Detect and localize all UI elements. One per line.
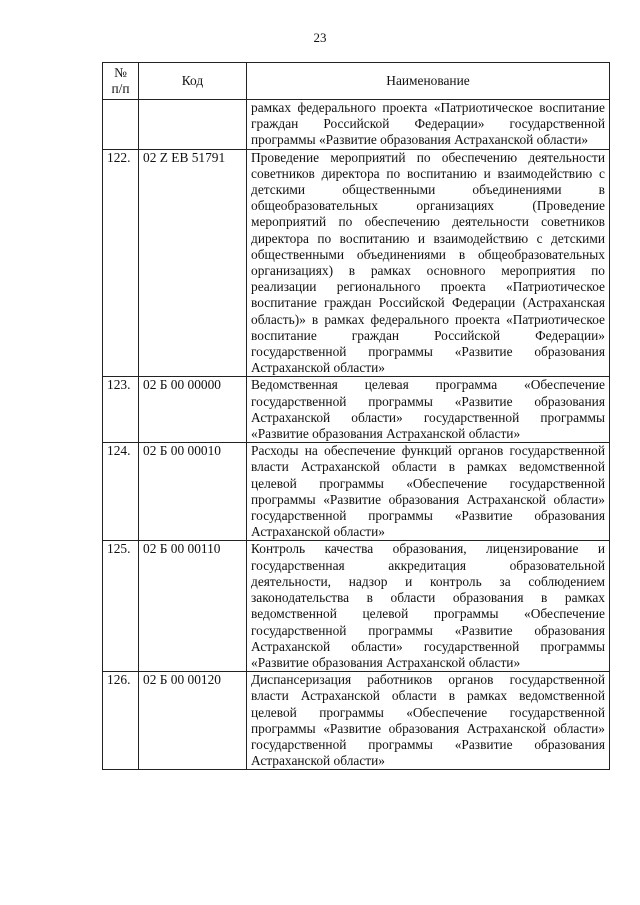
row-name: Ведомственная целевая программа «Обеспечение государственной программы «Развитие образования Астраханской области» государственной программы «Развитие образования Астраханской области»	[247, 377, 610, 443]
header-name-label: Наименование	[386, 73, 470, 88]
row-number: 126.	[103, 672, 139, 770]
budget-code-table	[102, 62, 610, 770]
header-code-label: Код	[181, 73, 204, 88]
header-name	[247, 63, 610, 100]
table-header-row	[103, 63, 610, 100]
row-name: Проведение мероприятий по обеспечению деятельности советников директора по воспитанию и взаимодействию с детскими общественными объединениями в общеобразовательных организациях (Проведение мероприятий по обеспечению деятельности советников директора по воспитанию и взаимодействию с детскими общественными объединениями в общеобразовательных организациях) в рамках основного мероприятия по реализации регионального проекта «Патриотическое воспитание граждан Российской Федерации (Астраханская область)» в рамках федерального проекта «Патриотическое воспитание граждан Российской Федерации» государственной программы «Развитие образования Астраханской области»	[247, 149, 610, 377]
row-code	[139, 100, 247, 150]
row-number: 122.	[103, 149, 139, 377]
row-code: 02 Б 00 00010	[139, 443, 247, 541]
table-row	[103, 377, 610, 443]
header-number-label: № п/п	[111, 65, 130, 96]
table-row	[103, 541, 610, 672]
row-name: Контроль качества образования, лицензирование и государственная аккредитация образовательной деятельности, надзор и контроль за соблюдением законодательства в области образования в рамках ведомственной целевой программы «Обеспечение государственной программы «Развитие образования Астраханской области» государственной программы «Развитие образования Астраханской области»	[247, 541, 610, 672]
table-row	[103, 100, 610, 150]
row-number	[103, 100, 139, 150]
row-name: рамках федерального проекта «Патриотическое воспитание граждан Российской Федерации» государственной программы «Развитие образования Астраханской области»	[247, 100, 610, 150]
row-number: 123.	[103, 377, 139, 443]
row-name: Диспансеризация работников органов государственной власти Астраханской области в рамках ведомственной целевой программы «Обеспечение государственной программы «Развитие образования Астраханской области» государственной программы «Развитие образования Астраханской области»	[247, 672, 610, 770]
table-row	[103, 672, 610, 770]
row-number: 125.	[103, 541, 139, 672]
header-code	[139, 63, 247, 100]
row-name: Расходы на обеспечение функций органов государственной власти Астраханской области в рамках ведомственной целевой программы «Обеспечение государственной программы «Развитие образования Астраханской области» государственной программы «Развитие образования Астраханской области»	[247, 443, 610, 541]
row-code: 02 Б 00 00110	[139, 541, 247, 672]
header-number	[103, 63, 139, 100]
row-code: 02 Z EB 51791	[139, 149, 247, 377]
page-number: 23	[313, 30, 327, 45]
table-row	[103, 443, 610, 541]
row-code: 02 Б 00 00000	[139, 377, 247, 443]
row-number: 124.	[103, 443, 139, 541]
table-row	[103, 149, 610, 377]
row-code: 02 Б 00 00120	[139, 672, 247, 770]
